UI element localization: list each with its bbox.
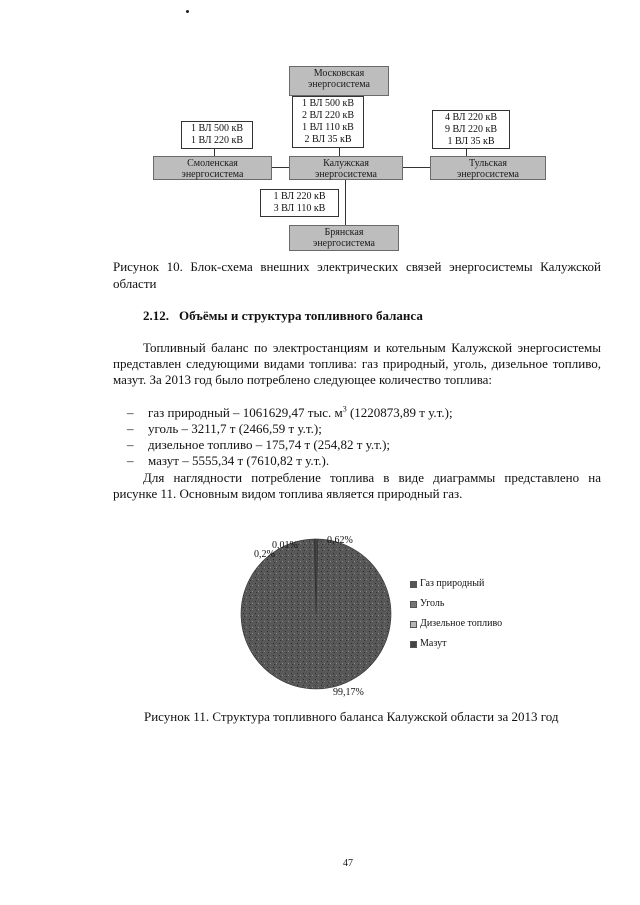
tula-line-1: Тульская xyxy=(469,158,507,169)
legend-item-gas xyxy=(410,574,502,594)
figure-10-caption: Рисунок 10. Блок-схема внешних электрических связей энергосистемы Калужской области xyxy=(113,259,601,291)
fuel-coal-text: уголь – 3211,7 т (2466,59 т у.т.); xyxy=(148,421,322,436)
bryansk-lines-item: 1 ВЛ 220 кВ xyxy=(273,191,326,202)
list-dash: – xyxy=(127,405,134,420)
tula-lines-item: 1 ВЛ 35 кВ xyxy=(447,136,495,147)
connector-kaluga-tula xyxy=(403,167,430,168)
section-number: 2.12. xyxy=(143,308,169,323)
legend-label: Дизельное топливо xyxy=(420,618,503,629)
connector-kaluga-bryansk xyxy=(345,180,346,225)
kaluga-energy-system xyxy=(289,156,403,180)
legend-item-coal xyxy=(410,594,502,614)
smolensk-lines-item: 1 ВЛ 500 кВ xyxy=(190,123,244,134)
connector-smolensk-lines xyxy=(214,149,215,156)
bryansk-line-1: Брянская xyxy=(324,227,364,238)
bryansk-lines-list xyxy=(260,189,339,217)
moscow-energy-system xyxy=(289,66,389,96)
fuel-diesel-text: дизельное топливо – 175,74 т (254,82 т у.т.); xyxy=(148,437,391,452)
energy-links-diagram xyxy=(0,0,640,260)
moscow-line-2: энергосистема xyxy=(308,79,370,90)
legend-label: Газ природный xyxy=(420,578,485,589)
smolensk-line-1: Смоленская xyxy=(187,158,238,169)
list-item xyxy=(113,453,601,469)
list-dash: – xyxy=(127,437,134,452)
connector-tula-lines xyxy=(466,149,467,156)
legend-swatch xyxy=(410,641,417,648)
label-diesel: 0,01% xyxy=(272,540,298,551)
kaluga-line-2: энергосистема xyxy=(315,169,377,180)
paragraph-fuel-balance xyxy=(113,340,601,388)
section-heading xyxy=(143,308,423,324)
smolensk-lines-list xyxy=(181,121,253,149)
legend-item-diesel xyxy=(410,614,502,634)
kaluga-line-1: Калужская xyxy=(323,158,369,169)
legend-swatch xyxy=(410,621,417,628)
smolensk-lines-item: 1 ВЛ 220 кВ xyxy=(190,135,244,146)
page-number: 47 xyxy=(343,858,353,869)
list-dash: – xyxy=(127,421,134,436)
section-title: Объёмы и структура топливного баланса xyxy=(179,308,423,323)
tula-lines-list xyxy=(432,110,510,149)
legend-item-mazut xyxy=(410,634,502,654)
tula-energy-system xyxy=(430,156,546,180)
moscow-lines-item: 2 ВЛ 220 кВ xyxy=(301,110,355,121)
bryansk-energy-system xyxy=(289,225,399,251)
fuel-mazut-text: мазут – 5555,34 т (7610,82 т у.т.). xyxy=(148,453,330,468)
connector-smolensk-kaluga xyxy=(272,167,289,168)
moscow-line-1: Московская xyxy=(313,68,365,79)
legend-label: Уголь xyxy=(420,598,445,609)
moscow-lines-list xyxy=(292,96,364,148)
figure-11-caption: Рисунок 11. Структура топливного баланса Калужской области за 2013 год xyxy=(144,709,559,724)
moscow-lines-item: 1 ВЛ 500 кВ xyxy=(301,98,355,109)
list-item xyxy=(113,405,601,421)
gas-unit-superscript: 3 xyxy=(342,404,347,414)
fuel-gas-text: газ природный – 1061629,47 тыс. м xyxy=(148,405,343,420)
list-dash: – xyxy=(127,453,134,468)
smolensk-line-2: энергосистема xyxy=(181,169,244,180)
fuel-gas-tail: (1220873,89 т у.т.); xyxy=(346,405,453,420)
pie-legend xyxy=(410,574,502,654)
list-item xyxy=(113,421,601,437)
label-coal: 0,2% xyxy=(254,549,275,560)
paragraph-1-text: Топливный баланс по электростанциям и котельным Калужской энергосистемы представлен следующими видами топлива: газ природный, уголь, дизельное топливо, мазут. За 2013 год было потреблено следующее количество топлива: xyxy=(113,340,601,387)
label-gas: 99,17% xyxy=(333,687,364,698)
legend-swatch xyxy=(410,601,417,608)
bryansk-lines-item: 3 ВЛ 110 кВ xyxy=(273,203,326,214)
pie-slices xyxy=(241,539,391,689)
paragraph-chart-intro xyxy=(113,470,601,502)
fuel-list xyxy=(113,405,601,469)
moscow-lines-item: 1 ВЛ 110 кВ xyxy=(302,122,354,133)
tula-line-2: энергосистема xyxy=(457,169,519,180)
paragraph-2-text: Для наглядности потребление топлива в виде диаграммы представлено на рисунке 11. Основным видом топлива является природный газ. xyxy=(113,470,601,501)
tula-lines-item: 4 ВЛ 220 кВ xyxy=(444,112,498,123)
moscow-lines-item: 2 ВЛ 35 кВ xyxy=(304,134,352,145)
legend-swatch xyxy=(410,581,417,588)
smolensk-energy-system xyxy=(153,156,272,180)
legend-label: Мазут xyxy=(420,638,447,649)
bryansk-line-2: энергосистема xyxy=(313,238,375,249)
list-item xyxy=(113,437,601,453)
tula-lines-item: 9 ВЛ 220 кВ xyxy=(444,124,498,135)
label-mazut: 0,62% xyxy=(327,535,353,546)
